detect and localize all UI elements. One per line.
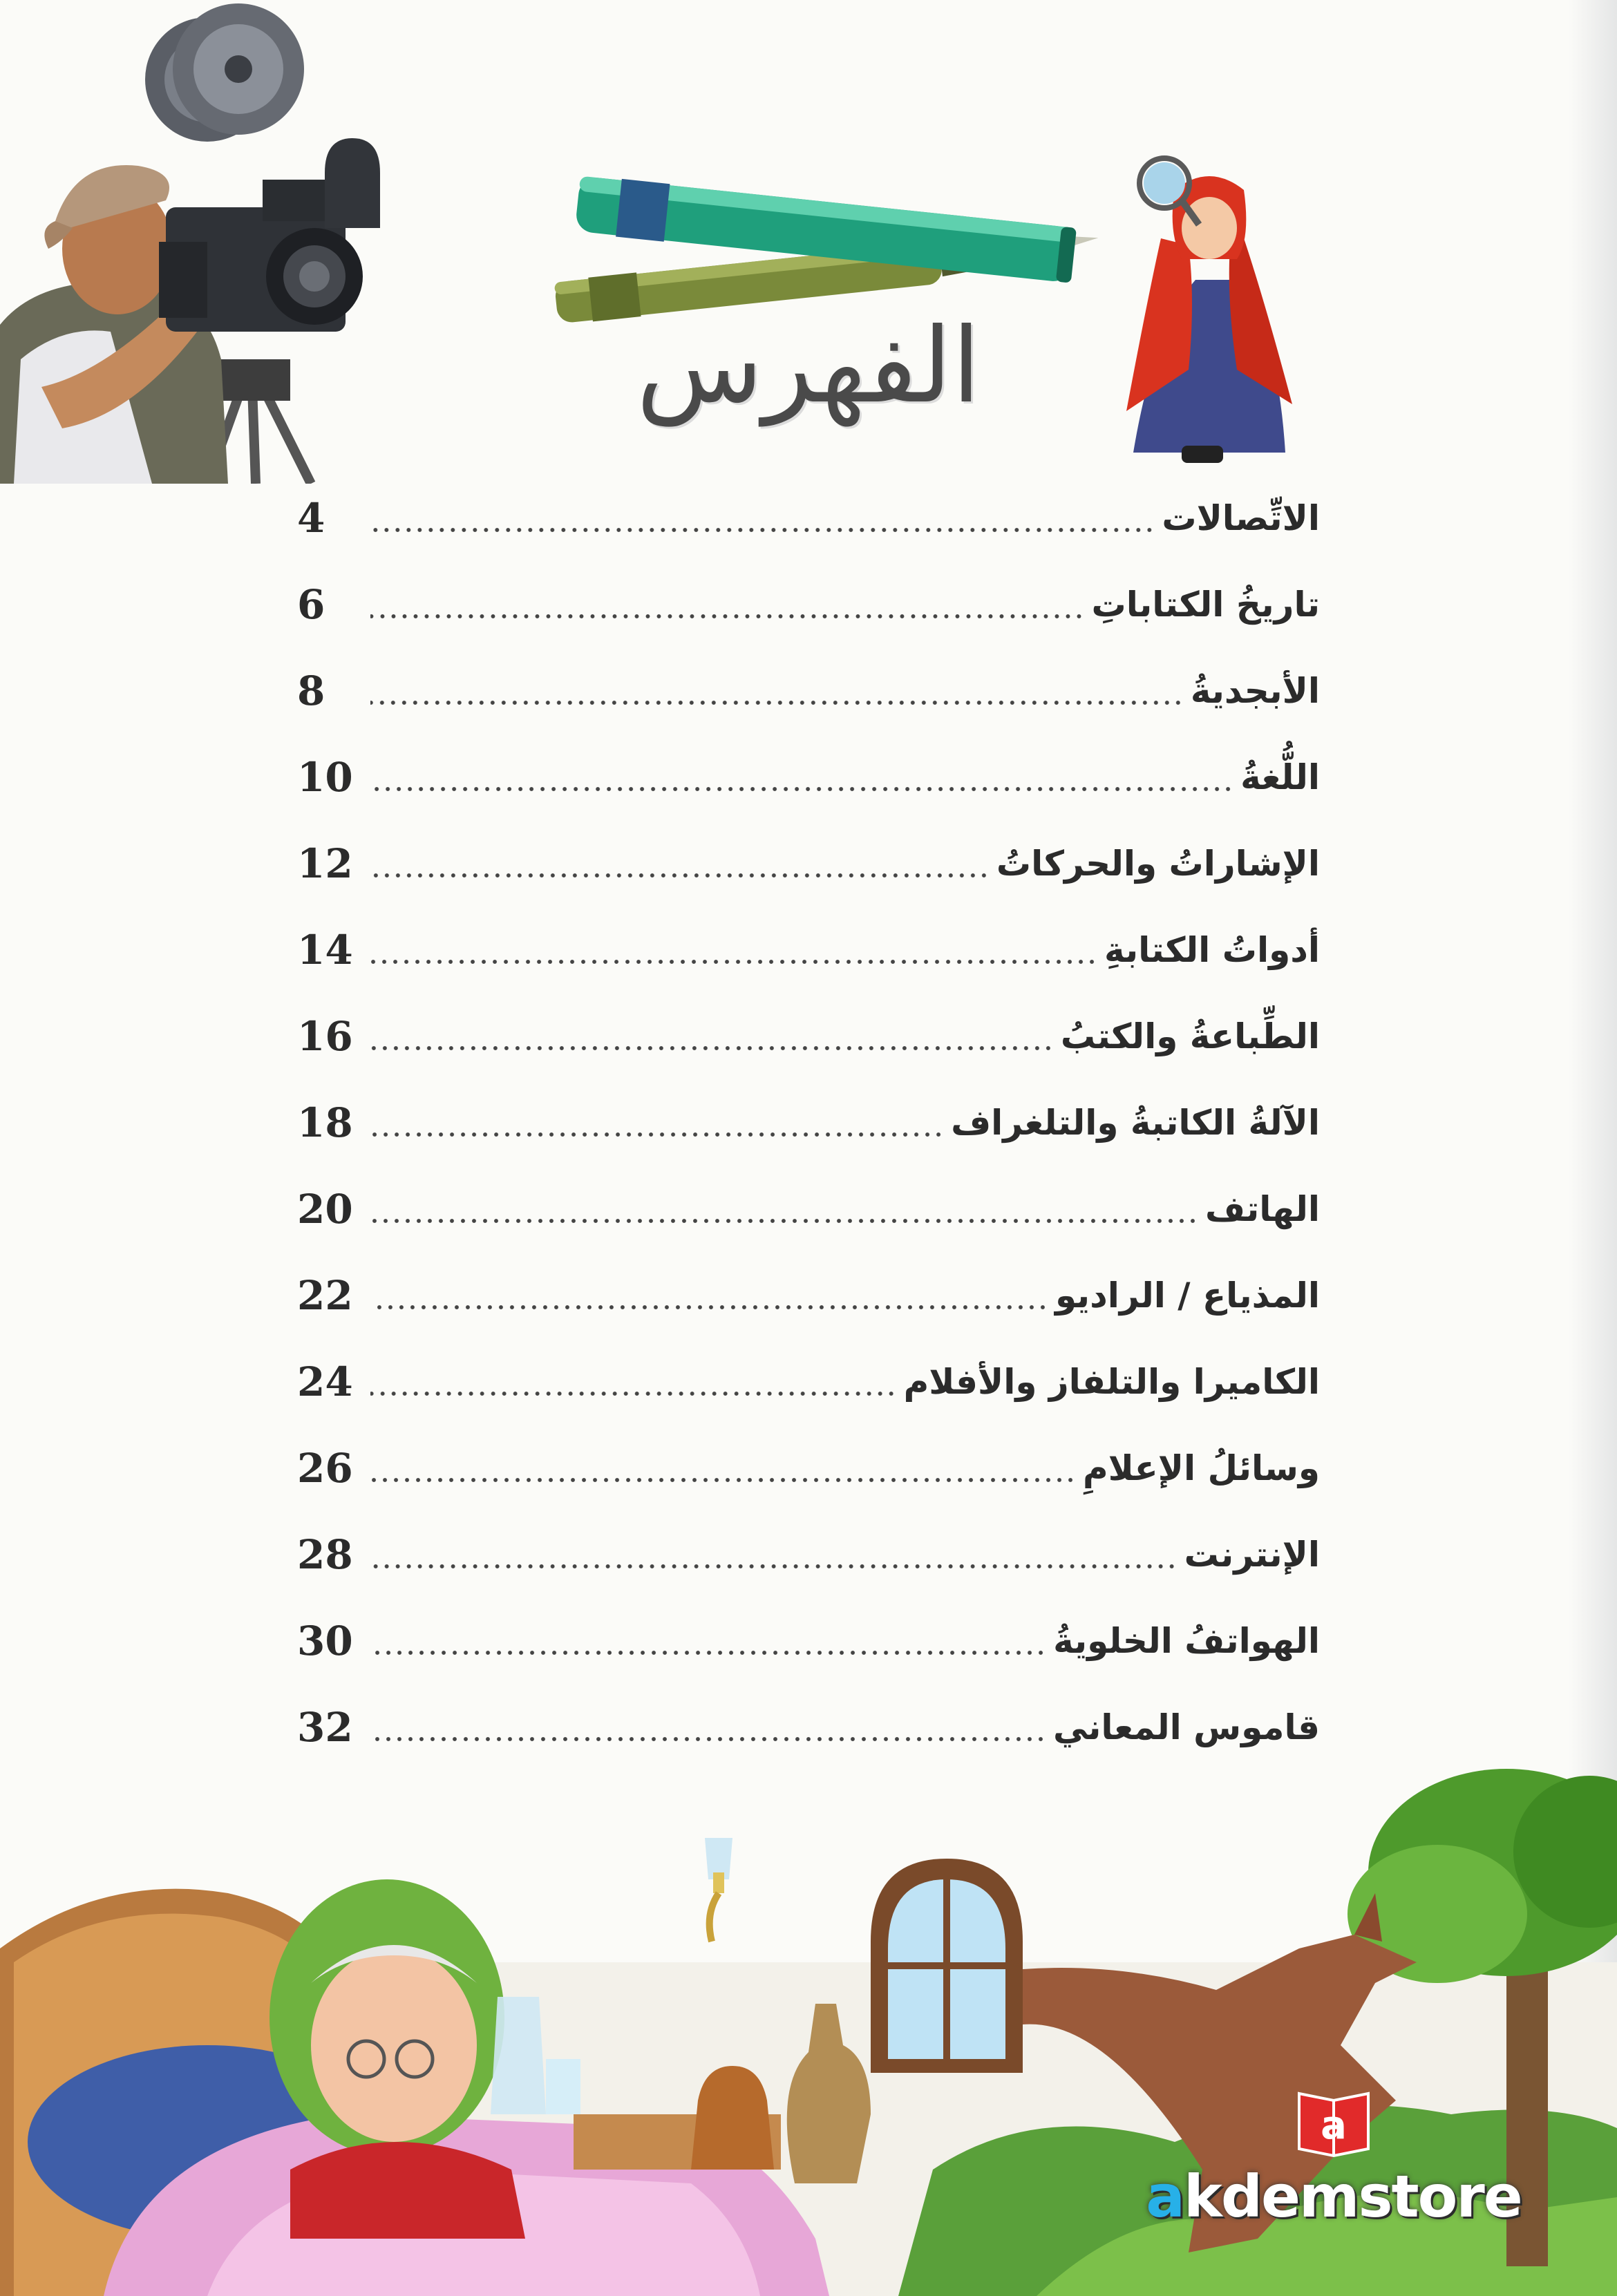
toc-leader-dots: [370, 1045, 1054, 1052]
toc-entry-title: أدواتُ الكتابةِ: [1104, 930, 1320, 970]
toc-entry[interactable]: [297, 1002, 1320, 1064]
toc-entry-page-number: 10: [297, 754, 353, 801]
brand-rest: kdemstore: [1183, 2163, 1522, 2230]
toc-entry-title: الاتِّصالات: [1162, 498, 1320, 538]
cameraman-illustration: [0, 0, 415, 484]
brand-name: [1140, 2163, 1527, 2230]
toc-entry-page-number: 30: [297, 1617, 353, 1664]
toc-leader-dots: [370, 1563, 1178, 1570]
toc-entry-page-number: 16: [297, 1013, 353, 1060]
toc-leader-dots: [370, 786, 1233, 793]
toc-entry[interactable]: [297, 1693, 1320, 1755]
toc-entry-title: وسائلُ الإعلامِ: [1083, 1448, 1320, 1488]
brand-prefix: a: [1146, 2163, 1184, 2230]
toc-entry-page-number: 8: [297, 667, 325, 714]
toc-entry-page-number: 14: [297, 927, 353, 974]
toc-leader-dots: [370, 1477, 1076, 1483]
toc-entry-page-number: 12: [297, 840, 353, 887]
toc-entry-title: تاريخُ الكتاباتِ: [1091, 585, 1320, 625]
page-title: الفهرس: [636, 306, 981, 426]
book-icon: [1292, 2080, 1375, 2163]
toc-leader-dots: [370, 1131, 944, 1138]
toc-leader-dots: [370, 1649, 1046, 1656]
toc-entry-title: الهواتفُ الخلويةُ: [1053, 1621, 1320, 1661]
toc-entry-title: الإشاراتُ والحركاتُ: [996, 844, 1320, 884]
toc-entry-title: الطِّباعةُ والكتبُ: [1060, 1016, 1320, 1056]
toc-entry-page-number: 20: [297, 1186, 353, 1233]
toc-entry-page-number: 28: [297, 1531, 353, 1578]
girl-with-magnifier-illustration: [1106, 121, 1313, 466]
toc-entry-title: الكاميرا والتلفاز والأفلام: [903, 1362, 1320, 1402]
toc-leader-dots: [370, 1736, 1046, 1743]
toc-entry[interactable]: [297, 1088, 1320, 1150]
logo-letter: a: [1321, 2103, 1347, 2148]
toc-entry-page-number: 32: [297, 1704, 353, 1751]
toc-leader-dots: [370, 872, 990, 879]
toc-entry-title: الإنترنت: [1184, 1535, 1320, 1575]
toc-leader-dots: [370, 699, 1184, 706]
toc-entry-title: قاموس المعاني: [1052, 1707, 1320, 1747]
toc-entry[interactable]: [297, 915, 1320, 978]
toc-entry[interactable]: [297, 1434, 1320, 1496]
toc-entry[interactable]: [297, 1175, 1320, 1237]
toc-entry-page-number: 6: [297, 581, 325, 628]
toc-entry[interactable]: [297, 1347, 1320, 1410]
toc-entry[interactable]: [297, 829, 1320, 891]
toc-entry-page-number: 18: [297, 1099, 353, 1146]
toc-entry[interactable]: [297, 743, 1320, 805]
toc-entry-title: المذياع / الراديو: [1055, 1275, 1320, 1316]
toc-leader-dots: [370, 1390, 897, 1397]
toc-entry-title: اللُّغةُ: [1240, 757, 1320, 797]
toc-leader-dots: [370, 1217, 1198, 1224]
toc-entry-page-number: 24: [297, 1358, 353, 1405]
wall-lamp-illustration: [691, 1831, 746, 1948]
toc-entry[interactable]: [297, 484, 1320, 546]
toc-entry-title: الأبجديةُ: [1190, 671, 1320, 711]
toc-entry-title: الهاتف: [1204, 1189, 1320, 1229]
toc-entry[interactable]: [297, 1520, 1320, 1582]
toc-leader-dots: [370, 958, 1097, 965]
toc-leader-dots: [370, 613, 1084, 620]
toc-entry-title: الآلةُ الكاتبةُ والتلغراف: [951, 1103, 1320, 1143]
toc-entry[interactable]: [297, 1261, 1320, 1323]
toc-entry-page-number: 22: [297, 1272, 353, 1319]
toc-entry[interactable]: [297, 1606, 1320, 1669]
toc-entry[interactable]: [297, 656, 1320, 719]
toc-leader-dots: [370, 526, 1155, 533]
toc-entry-page-number: 4: [297, 495, 325, 542]
toc-entry[interactable]: [297, 570, 1320, 632]
toc-entry-page-number: 26: [297, 1445, 353, 1492]
toc-leader-dots: [370, 1304, 1048, 1311]
brand-logo: [1140, 2080, 1527, 2239]
